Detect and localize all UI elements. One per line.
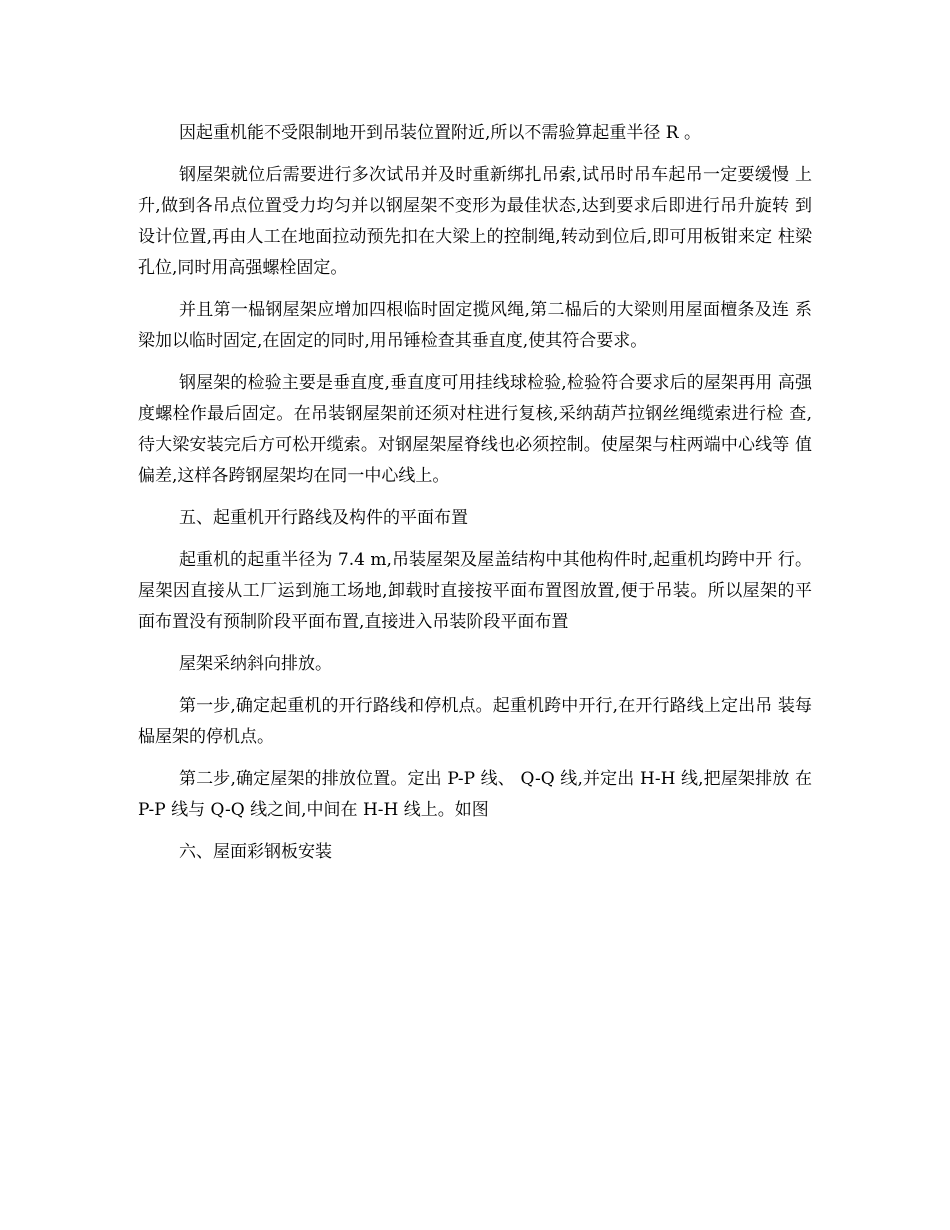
section-heading-5: 五、起重机开行路线及构件的平面布置 (179, 508, 468, 528)
section-heading-6: 六、屋面彩钢板安装 (179, 842, 332, 862)
paragraph-step-two: 第二步,确定屋架的排放位置。定出 P-P 线、 Q-Q 线,并定出 H-H 线,把屋架排放 在 P-P 线与 Q-Q 线之间,中间在 H-H 线上。如图 (138, 769, 812, 820)
document-body (138, 118, 812, 879)
paragraph-trial-lifting: 钢屋架就位后需要进行多次试吊并及时重新绑扎吊索,试吊时吊车起吊一定要缓慢 上升,做到各吊点位置受力均匀并以钢屋架不变形为最佳状态,达到要求后即进行吊升旋转 到设计位置,再由人工在地面拉动预先扣在大梁上的控制绳,转动到位后,即可用板钳来定 柱梁孔位,同时用高强螺栓固定。 (138, 165, 812, 278)
paragraph-temporary-fixing: 并且第一榀钢屋架应增加四根临时固定揽风绳,第二榀后的大梁则用屋面檀条及连 系梁加以临时固定,在固定的同时,用吊锤检查其垂直度,使其符合要求。 (138, 300, 812, 351)
paragraph-crane-route: 起重机的起重半径为 7.4 m,吊装屋架及屋盖结构中其他构件时,起重机均跨中开 行。屋架因直接从工厂运到施工场地,卸载时直接按平面布置图放置,便于吊装。所以屋架的平 面布置没有预制阶段平面布置,直接进入吊装阶段平面布置 (138, 550, 812, 632)
paragraph-crane-radius: 因起重机能不受限制地开到吊装位置附近,所以不需验算起重半径 R 。 (179, 123, 702, 143)
paragraph-inspection: 钢屋架的检验主要是垂直度,垂直度可用挂线球检验,检验符合要求后的屋架再用 高强度螺栓作最后固定。在吊装钢屋架前还须对柱进行复核,采纳葫芦拉钢丝绳缆索进行检 查,待大梁安装完后方可松开缆索。对钢屋架屋脊线也必须控制。使屋架与柱两端中心线等 值偏差,这样各跨钢屋架均在同一中心线上。 (138, 373, 812, 486)
paragraph-diagonal-stacking: 屋架采纳斜向排放。 (179, 654, 332, 674)
paragraph-step-one: 第一步,确定起重机的开行路线和停机点。起重机跨中开行,在开行路线上定出吊 装每榀屋架的停机点。 (138, 696, 812, 747)
